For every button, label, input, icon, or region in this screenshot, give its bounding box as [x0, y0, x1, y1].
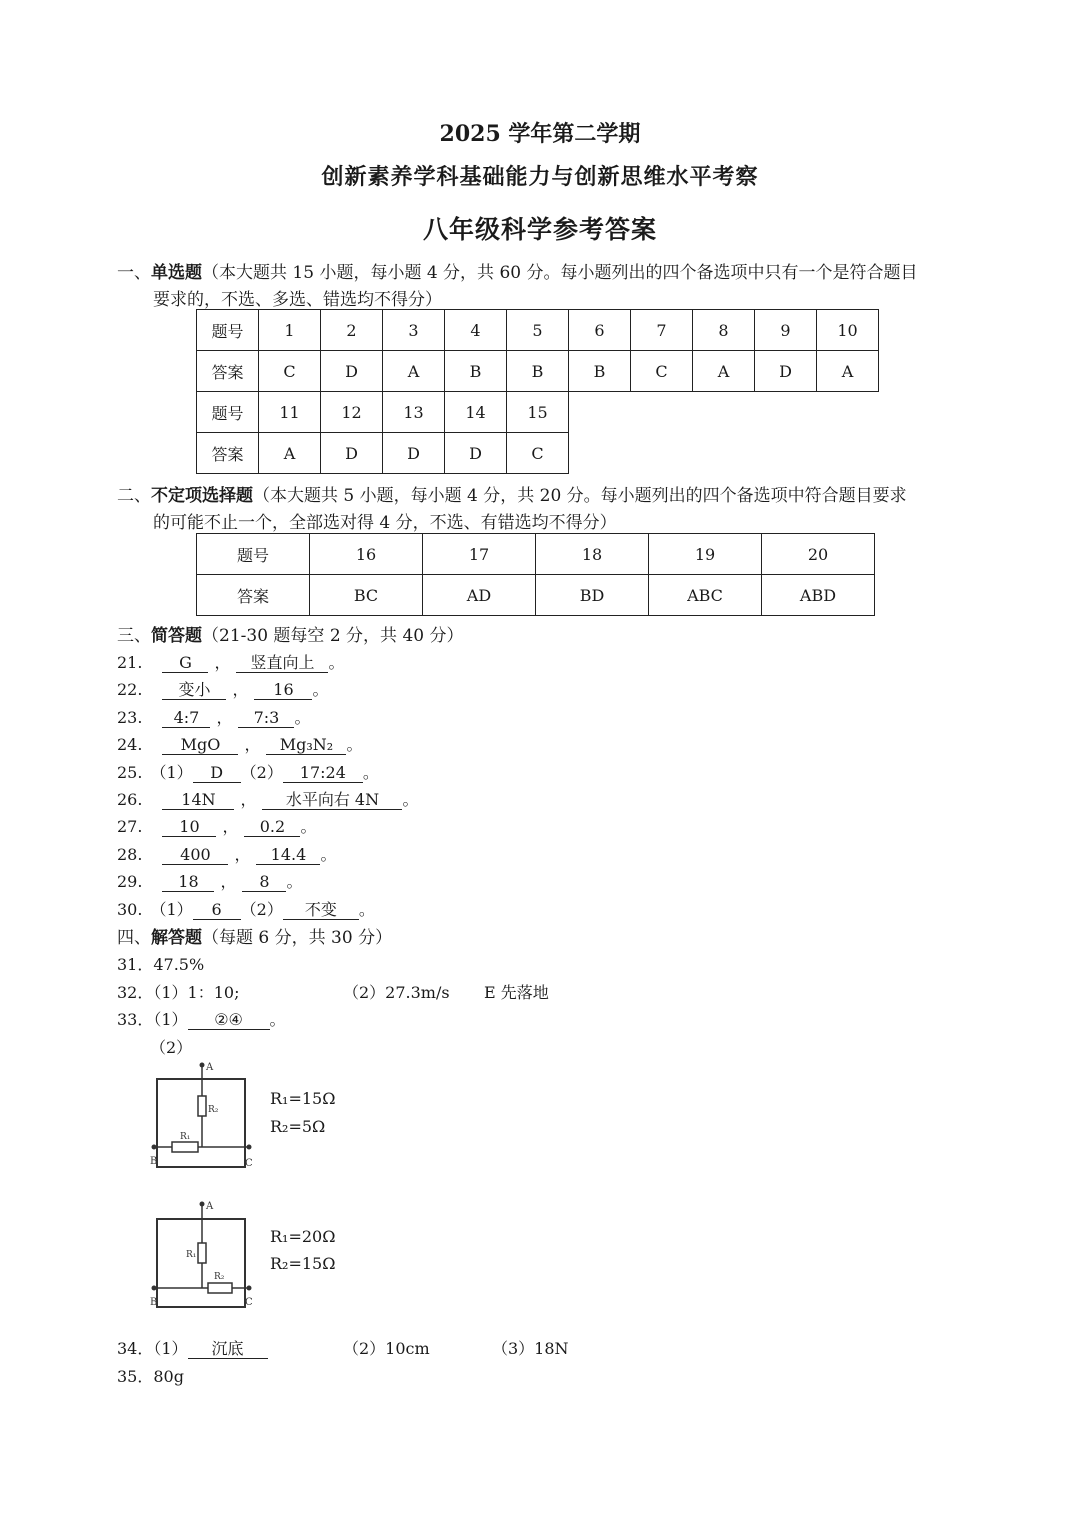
- answer-cell: D: [321, 351, 383, 392]
- answer-26: [117, 787, 418, 810]
- answer-cell: D: [445, 433, 507, 474]
- answer-32-part3: E 先落地: [484, 983, 549, 1002]
- svg-text:A: A: [206, 1062, 214, 1073]
- answer-29: [117, 869, 302, 892]
- period: 。: [294, 707, 311, 727]
- period: 。: [402, 790, 419, 809]
- answer-cell: B: [507, 351, 569, 392]
- question-number-cell: 5: [507, 310, 569, 351]
- answer-cell: ABC: [649, 575, 762, 616]
- answer-cell: A: [817, 351, 879, 392]
- doc-title-term: 2025 学年第二学期: [439, 121, 641, 147]
- blank-answer: 竖直向上: [236, 654, 328, 673]
- period: 。: [362, 762, 379, 782]
- section2-desc: 的可能不止一个，全部选对得 4 分，不选、有错选均不得分）: [153, 513, 617, 533]
- question-number-cell: 14: [445, 392, 507, 433]
- svg-text:C: C: [245, 1158, 253, 1169]
- answer-cell: AD: [423, 575, 536, 616]
- period: 。: [358, 899, 375, 919]
- answer-cell: A: [693, 351, 755, 392]
- answer-cell: C: [259, 351, 321, 392]
- blank-answer: 变小: [162, 681, 226, 700]
- answer-23: [117, 705, 310, 728]
- question-number: 30.: [117, 899, 143, 919]
- period: 。: [320, 844, 337, 864]
- blank-answer: Mg₃N₂: [266, 736, 346, 755]
- answer-32-part2: （2）27.3m/s: [343, 983, 450, 1002]
- question-number: 24.: [117, 735, 143, 755]
- svg-text:R₂: R₂: [208, 1105, 219, 1115]
- blank-answer: 16: [254, 681, 312, 700]
- separator: ，: [240, 790, 257, 809]
- svg-text:A: A: [206, 1201, 214, 1212]
- answer-cell: C: [507, 433, 569, 474]
- answer-cell: BC: [310, 575, 423, 616]
- row-label-cell: 答案: [197, 575, 310, 616]
- doc-title-exam: 创新素养学科基础能力与创新思维水平考察: [321, 164, 759, 190]
- question-number: 25.: [117, 762, 143, 782]
- answer-25: [117, 760, 379, 783]
- question-number-cell: 12: [321, 392, 383, 433]
- blank-answer: 0.2: [244, 818, 300, 837]
- answer-24: [117, 732, 362, 755]
- section2-answer-table: [196, 533, 875, 616]
- answer-cell: D: [383, 433, 445, 474]
- answer-22: [117, 677, 328, 700]
- svg-text:R₁: R₁: [186, 1250, 197, 1260]
- table-row: [197, 392, 879, 433]
- circuit-diagram-2: [146, 1197, 261, 1312]
- row-label-cell: 题号: [197, 310, 259, 351]
- part-label: （1）: [150, 762, 193, 782]
- section2-heading: 二、不定项选择题（本大题共 5 小题，每小题 4 分，共 20 分。每小题列出的四个备选项中符合题目要求: [117, 486, 907, 506]
- period: 。: [328, 653, 345, 672]
- row-label-cell: 答案: [197, 433, 259, 474]
- answer-cell: A: [259, 433, 321, 474]
- answer-cell: ABD: [762, 575, 875, 616]
- answer-cell: D: [321, 433, 383, 474]
- answer-31: 31．47.5%: [117, 955, 205, 974]
- separator: ，: [220, 872, 237, 892]
- svg-text:B: B: [150, 1156, 158, 1167]
- blank-answer: 不变: [283, 901, 359, 920]
- question-number-cell: 10: [817, 310, 879, 351]
- blank-answer: 4:7: [162, 709, 210, 728]
- question-number-cell: 9: [755, 310, 817, 351]
- question-number-cell: 17: [423, 534, 536, 575]
- part-label: （2）: [240, 762, 283, 782]
- question-number: 29.: [117, 872, 143, 892]
- period: 。: [312, 680, 329, 700]
- question-number-cell: 6: [569, 310, 631, 351]
- blank-answer: MgO: [162, 736, 238, 755]
- blank-answer: 10: [162, 818, 216, 837]
- blank-answer: 18: [162, 873, 214, 892]
- question-number-cell: 19: [649, 534, 762, 575]
- blank-answer: 水平向右 4N: [262, 791, 402, 810]
- question-number-cell: 16: [310, 534, 423, 575]
- circuit1-r1-value: R₁=15Ω: [270, 1089, 336, 1108]
- blank-answer: 7:3: [238, 709, 294, 728]
- separator: ，: [244, 735, 261, 755]
- period: 。: [346, 735, 363, 755]
- answer-cell: C: [631, 351, 693, 392]
- answer-28: [117, 842, 336, 865]
- answer-cell: B: [569, 351, 631, 392]
- question-number: 23.: [117, 707, 143, 727]
- svg-text:B: B: [150, 1297, 158, 1308]
- section1-desc: 要求的，不选、多选、错选均不得分）: [153, 290, 442, 310]
- table-row: [197, 310, 879, 351]
- question-number-cell: 13: [383, 392, 445, 433]
- section4-heading: 四、解答题（每题 6 分，共 30 分）: [117, 928, 393, 948]
- table-row: [197, 351, 879, 392]
- question-number-cell: 18: [536, 534, 649, 575]
- question-number: 22.: [117, 680, 143, 700]
- answer-34-part3: （3）18N: [492, 1339, 569, 1358]
- answer-33-part1: 33．（1） ②④ 。: [117, 1010, 286, 1029]
- question-number-cell: 8: [693, 310, 755, 351]
- svg-text:R₂: R₂: [214, 1272, 225, 1282]
- question-number-cell: 11: [259, 392, 321, 433]
- answer-21: [117, 650, 344, 673]
- blank-answer: 6: [193, 901, 241, 920]
- answer-35: 35．80g: [117, 1367, 184, 1386]
- period: 。: [300, 817, 317, 837]
- answer-cell: D: [755, 351, 817, 392]
- question-number-cell: 2: [321, 310, 383, 351]
- blank-answer: 8: [242, 873, 286, 892]
- blank-answer: 17:24: [283, 764, 363, 783]
- svg-text:R₁: R₁: [180, 1132, 191, 1142]
- answer-27: [117, 814, 316, 837]
- period: 。: [286, 872, 303, 892]
- blank-answer: 14.4: [256, 846, 320, 865]
- blank-answer: D: [193, 764, 241, 783]
- row-label-cell: 题号: [197, 534, 310, 575]
- separator: ，: [234, 844, 251, 864]
- question-number-cell: 15: [507, 392, 569, 433]
- separator: ，: [222, 817, 239, 837]
- part-label: （2）: [240, 899, 283, 919]
- answer-34-part1: 34．（1） 沉底: [117, 1336, 268, 1359]
- question-number-cell: 7: [631, 310, 693, 351]
- circuit1-r2-value: R₂=5Ω: [270, 1117, 326, 1136]
- blank-answer: 400: [162, 846, 228, 865]
- svg-text:C: C: [245, 1297, 253, 1308]
- circuit2-r2-value: R₂=15Ω: [270, 1254, 336, 1273]
- answer-32-part1: 32．（1）1：10;: [117, 983, 240, 1002]
- separator: ，: [232, 680, 249, 700]
- answer-cell: A: [383, 351, 445, 392]
- section1-answer-table: [196, 309, 879, 474]
- question-number-cell: 1: [259, 310, 321, 351]
- doc-title-subject: 八年级科学参考答案: [422, 215, 657, 244]
- blank-answer: 14N: [162, 791, 234, 810]
- answer-cell: BD: [536, 575, 649, 616]
- separator: ，: [216, 707, 233, 727]
- part-label: （1）: [150, 899, 193, 919]
- section3-heading: 三、简答题（21-30 题每空 2 分，共 40 分）: [117, 626, 464, 646]
- question-number-cell: 20: [762, 534, 875, 575]
- answer-33-part2-label: （2）: [150, 1038, 193, 1057]
- answer-34-part2: （2）10cm: [343, 1339, 430, 1358]
- question-number: 21.: [117, 653, 143, 672]
- circuit2-r1-value: R₁=20Ω: [270, 1227, 336, 1246]
- table-row: [197, 534, 875, 575]
- table-row: [197, 433, 879, 474]
- question-number: 28.: [117, 844, 143, 864]
- row-label-cell: 答案: [197, 351, 259, 392]
- question-number: 27.: [117, 817, 143, 837]
- question-number-cell: 4: [445, 310, 507, 351]
- blank-answer: G: [162, 654, 208, 673]
- row-label-cell: 题号: [197, 392, 259, 433]
- table-row: [197, 575, 875, 616]
- separator: ，: [214, 653, 231, 672]
- section1-heading: 一、单选题（本大题共 15 小题，每小题 4 分，共 60 分。每小题列出的四个备选项中只有一个是符合题目: [117, 263, 918, 283]
- answer-30: [117, 897, 375, 920]
- question-number: 26.: [117, 790, 143, 809]
- circuit-diagram-1: [146, 1058, 261, 1173]
- answer-cell: B: [445, 351, 507, 392]
- question-number-cell: 3: [383, 310, 445, 351]
